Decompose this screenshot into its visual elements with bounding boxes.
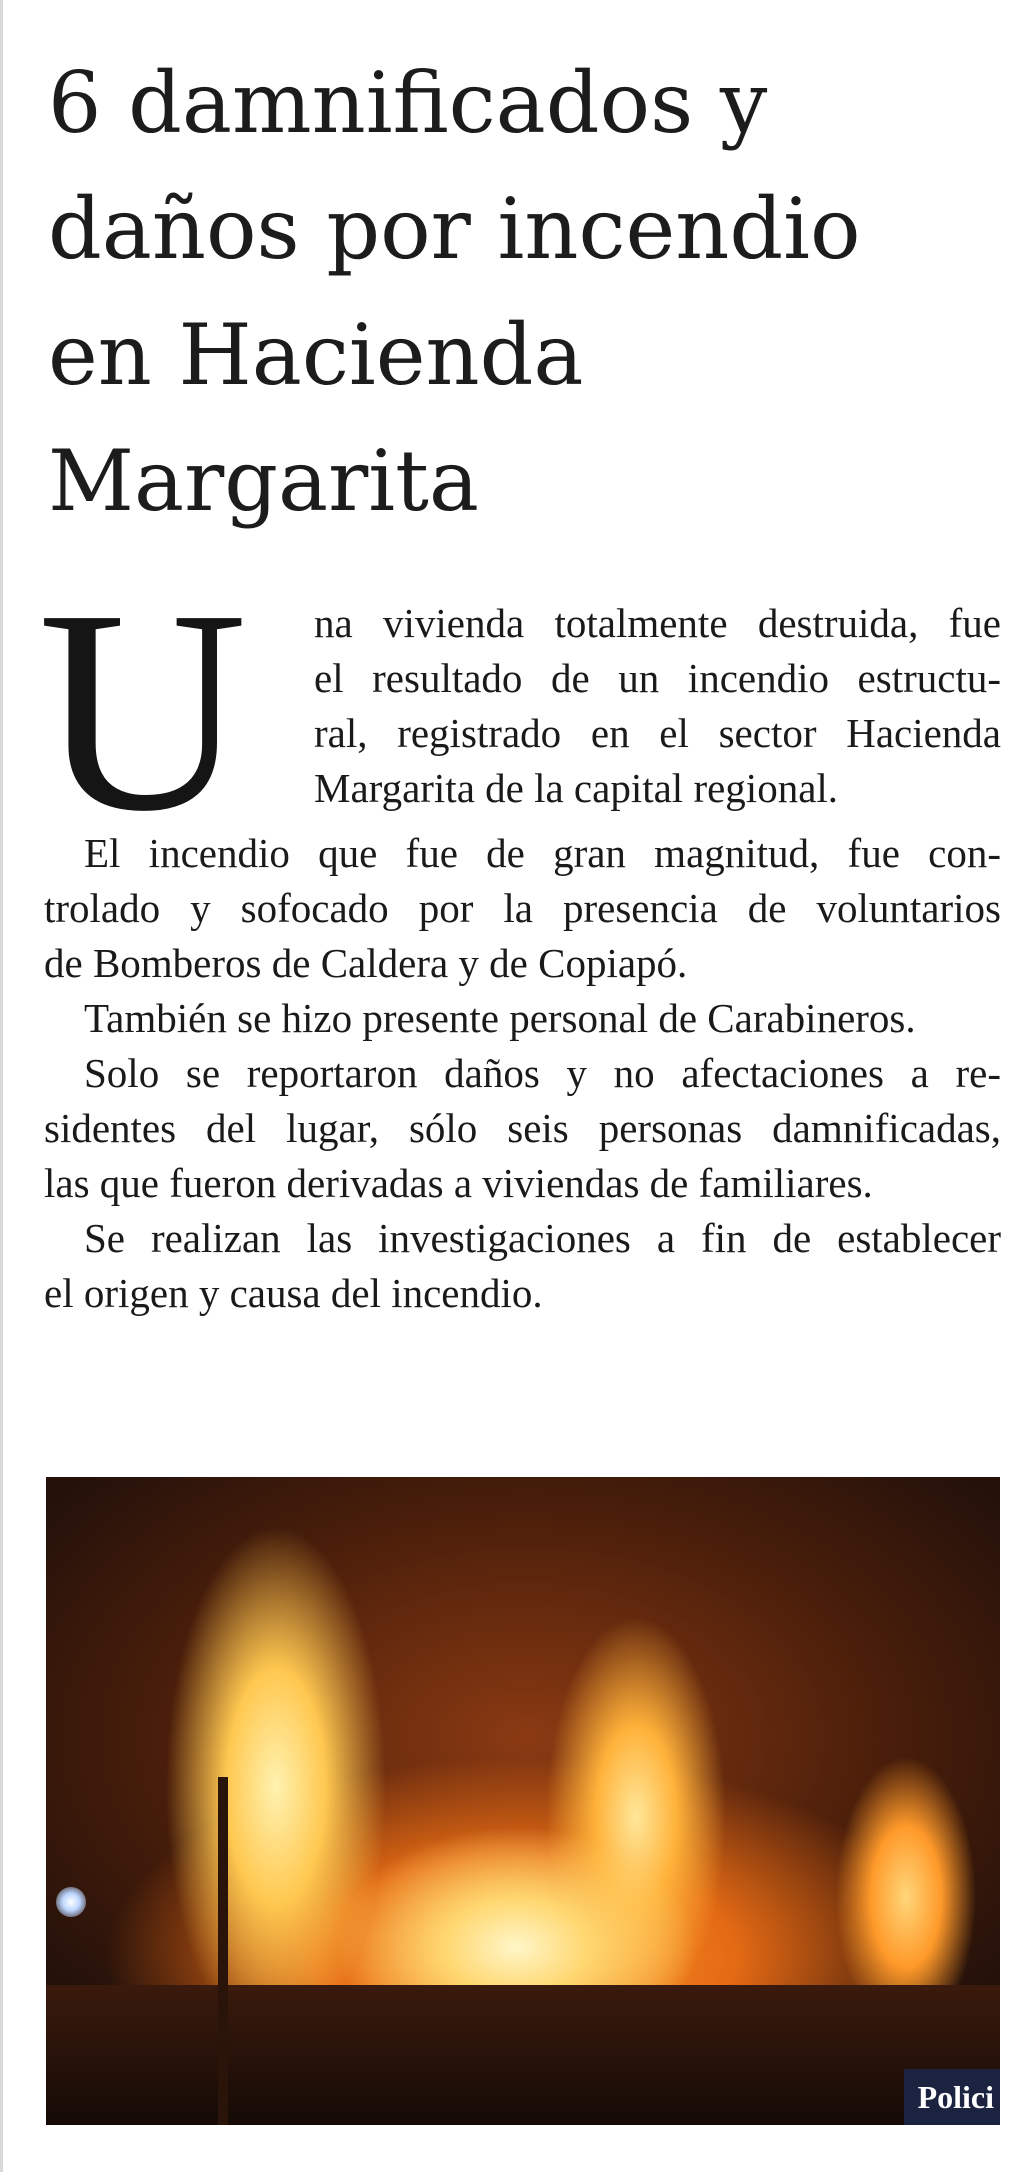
article-body <box>38 550 1001 1321</box>
article-paragraph <box>44 1211 1001 1321</box>
article-paragraph <box>44 826 1001 991</box>
text-line: na vivienda totalmente destruida, fue <box>314 600 1001 646</box>
headline-line: en Hacienda <box>48 306 584 404</box>
text-line: el resultado de un incendio estructu- <box>314 655 1001 701</box>
headline-line: daños por incendio <box>48 180 861 278</box>
headline <box>48 40 1008 544</box>
text-line: el origen y causa del incendio. <box>44 1270 543 1316</box>
utility-pole <box>218 1777 228 2125</box>
article-paragraph <box>44 991 1001 1046</box>
text-line: de Bomberos de Caldera y de Copiapó. <box>44 940 688 986</box>
text-line: El incendio que fue de gran magnitud, fue con- <box>84 830 1001 876</box>
text-line: Se realizan las investigaciones a fin de establecer <box>84 1215 1001 1261</box>
text-line: sidentes del lugar, sólo seis personas damnificadas, <box>44 1105 1001 1151</box>
text-line: Solo se reportaron daños y no afectaciones a re- <box>84 1050 1001 1096</box>
text-line: También se hizo presente personal de Carabineros. <box>84 995 916 1041</box>
page-edge-rule <box>0 0 3 2172</box>
headline-line: 6 damnificados y <box>48 54 768 152</box>
photo-credit: Polici <box>904 2069 1000 2125</box>
text-line: Margarita de la capital regional. <box>314 765 839 811</box>
fire-photo <box>46 1477 1000 2125</box>
text-line: trolado y sofocado por la presencia de voluntarios <box>44 885 1001 931</box>
text-line: las que fueron derivadas a viviendas de familiares. <box>44 1160 873 1206</box>
headline-line: Margarita <box>48 432 479 530</box>
text-line: ral, registrado en el sector Hacienda <box>314 710 1001 756</box>
article-paragraph <box>44 1046 1001 1211</box>
photo-ground <box>46 1985 1000 2125</box>
street-light <box>56 1887 86 1917</box>
drop-cap: U <box>38 550 248 871</box>
